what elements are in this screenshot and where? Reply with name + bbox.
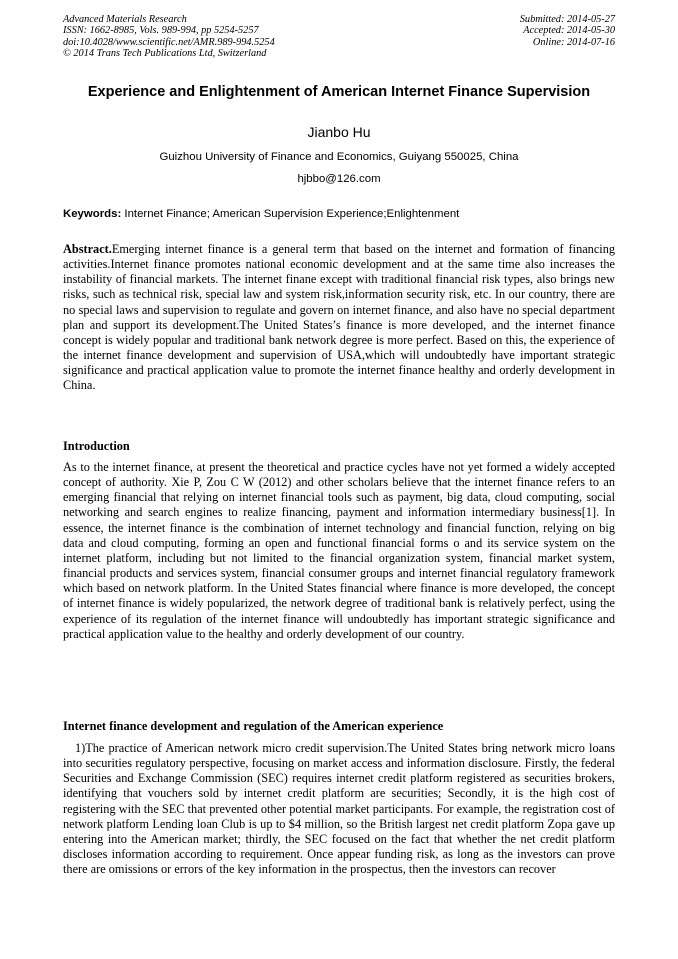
development-paragraph: 1)The practice of American network micro credit supervision.The United States bring network micro loans into securities regulatory perspective, focusing on market access and information disclosure. Firstly, the federal Securities and Exchange Commission (SEC) requires internet credit platform registered as securities brokers, identifying that vouchers sold by internet credit platform are securities; Secondly, it is the high cost of registering with the SEC that prevented other potential market participants. For example, the registration cost of network platform Lending loan Club is up to $4 million, so the British largest net credit platform Zopa gave up entering into the American market; thirdly, the SEC focused on the fact that whether the net credit platform discloses information according to requirement. Once appear funding risk, as long as the investors can prove there are omissions or errors of the key information in the prospectus, then the investors can recover [63,741,615,877]
introduction-paragraph: As to the internet finance, at present the theoretical and practice cycles have not yet formed a widely accepted concept of authority. Xie P, Zou C W (2012) and other scholars believe that the internet finance refers to an emerging financial that relying on internet financial tools such as payment, big data, cloud computing, social networking and search engines to realize financing, payment and information intermediary business[1]. In essence, the internet finance is the combination of internet technology and financial function, relying on big data and cloud computing, forming an open and functional financial forms o and its service system on the internet platform, including but not limited to the financial organization system, financial market system, financial products and services system, financial consumer groups and internet financial regulatory framework which based on network platform. In the United States financial where finance is more developed, the concept of internet finance is widely popularized, the network degree of traditional bank is relatively perfect, using the experience of its regulation of the internet finance will undoubtedly has important strategic significance and practical application value to the healthy and orderly development of our country. [63,460,615,641]
keywords-line [63,208,615,220]
abstract-label: Abstract. [63,242,112,256]
journal-name: Advanced Materials Research [63,14,187,25]
copyright-line: © 2014 Trans Tech Publications Ltd, Switzerland [63,48,267,60]
paper-title: Experience and Enlightenment of American Internet Finance Supervision [87,84,591,100]
journal-info [63,14,275,60]
accepted-date: Accepted: 2014-05-30 [523,25,615,37]
introduction-heading: Introduction [63,439,130,453]
online-date: Online: 2014-07-16 [532,36,615,48]
issn-line: ISSN: 1662-8985, Vols. 989-994, pp 5254-5257 [63,25,259,37]
author-name: Jianbo Hu [307,124,371,140]
affiliation: Guizhou University of Finance and Economics, Guiyang 550025, China [159,151,519,163]
abstract-paragraph [63,242,615,394]
development-heading: Internet finance development and regulation of the American experience [63,719,444,733]
keywords-text: Internet Finance; American Supervision Experience;Enlightenment [121,208,460,220]
abstract-text: Emerging internet finance is a general term that based on the internet and formation of financing activities.Internet finance promotes national economic development and at the same time also increases the instability of financial markets. The internet finane except with traditional financial risk types, also brings new risks, such as technical risk, special law and system risk,information security risk, etc. In our country, there are no special laws and supervision to regulate and govern on internet finance, and also have no special department plan and support its development.The United States’s finance is more developed, and the internet finance concept is widely popular and traditional bank network degree is more perfect. Based on this, the experience of the internet finance development and supervision of USA,which will undoubtedly have important strategic significance and practical application value to promote the internet finance healthy and orderly development in China. [63,242,615,393]
doi-line: doi:10.4028/www.scientific.net/AMR.989-994.5254 [63,36,275,48]
author-email[interactable]: hjbbo@126.com [297,173,381,185]
publication-dates [520,14,615,48]
submitted-date: Submitted: 2014-05-27 [519,14,615,25]
keywords-label: Keywords: [63,208,122,220]
